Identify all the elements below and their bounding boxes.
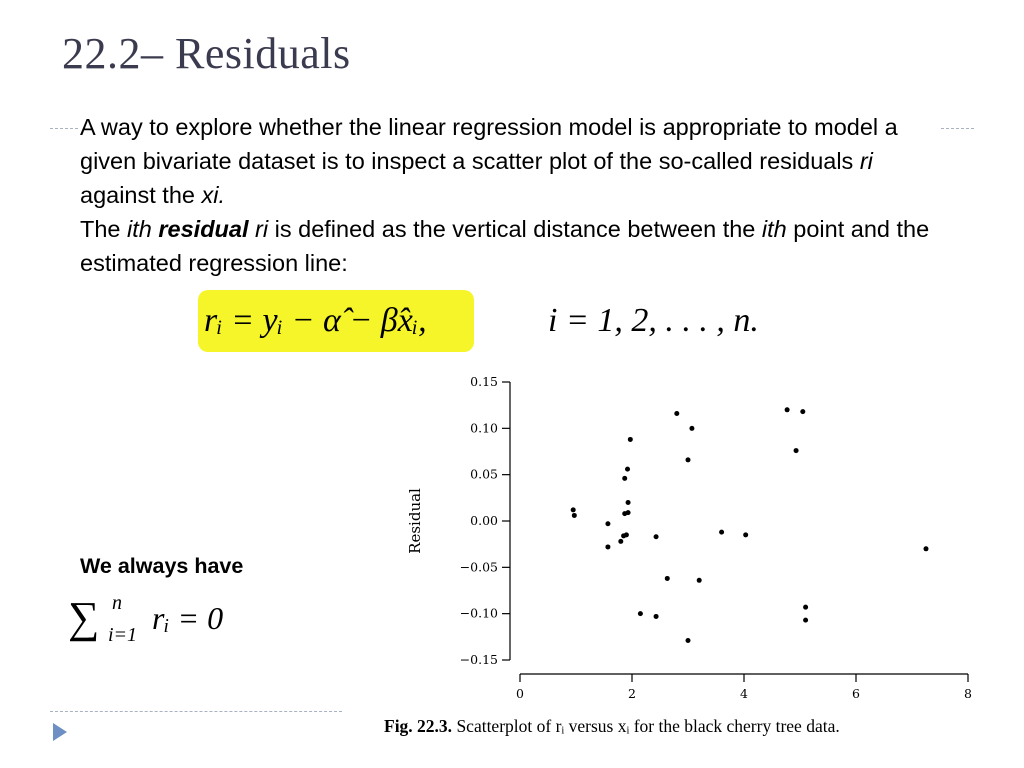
y-tick-label: 0.00: [470, 513, 498, 528]
data-point: [654, 614, 659, 619]
data-point: [785, 407, 790, 412]
intro-ri: ri: [859, 148, 873, 174]
def-ith2: ith: [761, 216, 787, 242]
definition-paragraph: [80, 212, 940, 280]
data-point: [605, 521, 610, 526]
intro-mid: against the: [80, 182, 202, 208]
data-point: [628, 437, 633, 442]
x-tick-label: 0: [516, 686, 524, 701]
sum-lower: i=1: [108, 624, 138, 646]
data-point: [689, 426, 694, 431]
y-tick-label: −0.10: [459, 605, 498, 621]
caption-lead: Fig. 22.3.: [384, 716, 453, 736]
data-point: [697, 578, 702, 583]
x-tick-label: 6: [852, 686, 860, 701]
data-point: [626, 510, 631, 515]
y-tick-label: 0.15: [470, 374, 498, 389]
y-tick-label: 0.05: [470, 466, 498, 482]
data-point: [624, 532, 629, 537]
y-tick-label: −0.15: [459, 652, 498, 667]
body-text: [80, 110, 940, 280]
data-point: [686, 457, 691, 462]
data-point: [719, 530, 724, 535]
sigma-symbol: ∑: [68, 593, 100, 642]
figure-caption: [384, 716, 840, 737]
def-ith: ith: [127, 216, 152, 242]
def-end: point and the estimated regression line:: [80, 216, 930, 276]
data-point: [622, 476, 627, 481]
data-point: [743, 532, 748, 537]
intro-xi: xi.: [201, 182, 226, 208]
always-have-label: We always have: [80, 554, 244, 578]
data-point: [803, 618, 808, 623]
sum-rest: rᵢ = 0: [152, 600, 224, 636]
bottom-divider: [50, 711, 342, 712]
def-the: The: [80, 216, 128, 242]
caption-text: Scatterplot of rᵢ versus xᵢ for the black cherry tree data.: [452, 716, 840, 736]
data-point: [686, 638, 691, 643]
equation-lhs: rᵢ = yᵢ − α̂ − β̂xᵢ,: [204, 302, 427, 339]
intro-paragraph: [80, 110, 940, 212]
x-tick-label: 2: [628, 686, 636, 701]
residual-scatter-chart: [344, 368, 1000, 752]
data-point: [626, 500, 631, 505]
residual-equation: [198, 290, 778, 360]
data-point: [665, 576, 670, 581]
data-point: [654, 534, 659, 539]
data-point: [571, 507, 576, 512]
data-point: [924, 546, 929, 551]
equation-index: i = 1, 2, . . . , n.: [548, 302, 759, 339]
bullet-arrow-icon: [52, 722, 68, 742]
data-point: [572, 513, 577, 518]
data-point: [618, 539, 623, 544]
y-tick-label: 0.10: [470, 420, 498, 436]
data-point: [803, 605, 808, 610]
data-point: [625, 467, 630, 472]
data-point: [674, 411, 679, 416]
sum-upper: n: [112, 592, 122, 614]
data-point: [800, 409, 805, 414]
slide-title: 22.2– Residuals: [62, 29, 351, 78]
def-ri: ri: [255, 216, 269, 242]
x-tick-label: 4: [740, 686, 748, 701]
def-residual: residual: [158, 216, 249, 242]
data-point: [638, 611, 643, 616]
x-tick-label: 8: [964, 686, 972, 701]
data-point: [605, 544, 610, 549]
data-point: [794, 448, 799, 453]
y-axis-title: Residual: [406, 488, 424, 554]
y-tick-label: −0.05: [459, 559, 498, 575]
def-rest: is defined as the vertical distance between the: [268, 216, 762, 242]
intro-text: A way to explore whether the linear regression model is appropriate to model a given bivariate dataset is to inspect a scatter plot of the so-called residuals: [80, 114, 898, 174]
